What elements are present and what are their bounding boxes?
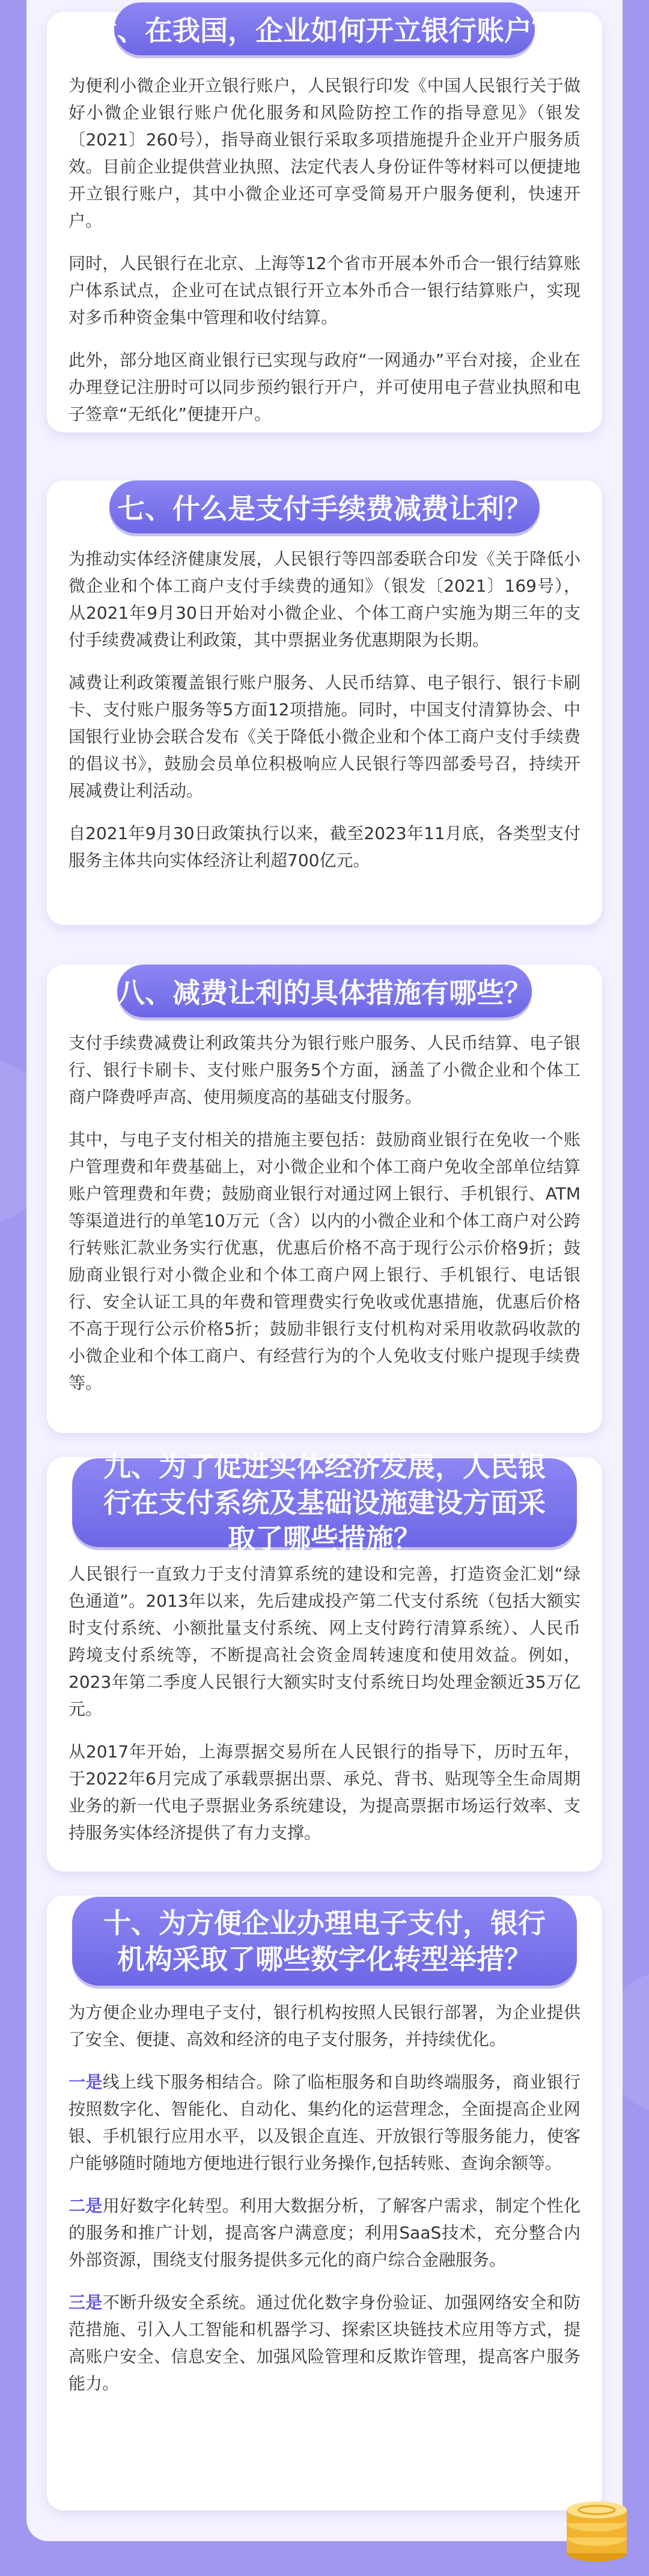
section-title-6: 六、在我国，企业如何开立银行账户？	[114, 2, 535, 55]
section-body-8	[69, 1029, 580, 1412]
section-body-10	[69, 1999, 580, 2413]
paragraph: 其中，与电子支付相关的措施主要包括：鼓励商业银行在免收一个账户管理费和年费基础上，对小微企业和个体工商户免收全部单位结算账户管理费和年费；鼓励商业银行对通过网上银行、手机银行、ATM等渠道进行的单笔10万元（含）以内的小微企业和个体工商户对公跨行转账汇款业务实行优惠，优惠后价格不高于现行公示价格9折；鼓励商业银行对小微企业和个体工商户网上银行、手机银行、电话银行、安全认证工具的年费和管理费实行免收或优惠措施，优惠后价格不高于现行公示价格5折；鼓励非银行支付机构对采用收款码收款的小微企业和个体工商户、有经营行为的个人免收支付账户提现手续费等。	[69, 1130, 580, 1393]
paragraph: 为推动实体经济健康发展，人民银行等四部委联合印发《关于降低小微企业和个体工商户支付手续费的通知》（银发〔2021〕169号），从2021年9月30日开始对小微企业、个体工商户实施为期三年的支付手续费减费让利政策，其中票据业务优惠期限为长期。	[69, 549, 580, 650]
paragraph: 减费让利政策覆盖银行账户服务、人民币结算、电子银行、银行卡刷卡、支付账户服务等5方面12项措施。同时，中国支付清算协会、中国银行业协会联合发布《关于降低小微企业和个体工商户支付手续费的倡议书》，鼓励会员单位积极响应人民银行等四部委号召，持续开展减费让利活动。	[69, 673, 580, 801]
paragraph: 人民银行一直致力于支付清算系统的建设和完善，打造资金汇划“绿色通道”。2013年以来，先后建成投产第二代支付系统（包括大额实时支付系统、小额批量支付系统、网上支付跨行清算系统）、人民币跨境支付系统等，不断提高社会资金周转速度和使用效益。例如，2023年第二季度人民银行大额实时支付系统日均处理金额近35万亿元。	[69, 1564, 580, 1719]
section-title-9: 九、为了促进实体经济发展，人民银行在支付系统及基础设施建设方面采取了哪些措施？	[72, 1458, 577, 1547]
paragraph: 此外，部分地区商业银行已实现与政府“一网通办”平台对接，企业在办理登记注册时可以同步预约银行开户，并可使用电子营业执照和电子签章“无纸化”便捷开户。	[69, 350, 580, 424]
section-title-10: 十、为方便企业办理电子支付，银行机构采取了哪些数字化转型举措？	[72, 1897, 577, 1986]
intro-paragraph: 为方便企业办理电子支付，银行机构按照人民银行部署，为企业提供了安全、便捷、高效和经济的电子支付服务，并持续优化。	[69, 2002, 580, 2049]
list-item	[69, 2068, 580, 2177]
paragraph: 从2017年开始，上海票据交易所在人民银行的指导下，历时五年，于2022年6月完成了承载票据出票、承兑、背书、贴现等全生命周期业务的新一代电子票据业务系统建设，为提高票据市场运行效率、支持服务实体经济提供了有力支撑。	[69, 1742, 580, 1843]
paragraph: 同时，人民银行在北京、上海等12个省市开展本外币合一银行结算账户体系试点，企业可在试点银行开立本外币合一银行结算账户，实现对多币种资金集中管理和收付结算。	[69, 253, 580, 327]
item-lead: 二是	[69, 2196, 103, 2216]
section-title-8: 八、减费让利的具体措施有哪些？	[117, 965, 532, 1017]
section-card-8	[47, 965, 602, 1433]
paragraph: 支付手续费减费让利政策共分为银行账户服务、人民币结算、电子银行、银行卡刷卡、支付账户服务5个方面，涵盖了小微企业和个体工商户降费呼声高、使用频度高的基础支付服务。	[69, 1033, 580, 1107]
item-text: 用好数字化转型。利用大数据分析，了解客户需求，制定个性化的服务和推广计划，提高客户满意度；利用SaaS技术，充分整合内外部资源，围绕支付服务提供多元化的商户综合金融服务。	[69, 2196, 580, 2270]
gold-coins-icon	[558, 2493, 636, 2565]
item-lead: 一是	[69, 2072, 103, 2092]
paragraph: 为便利小微企业开立银行账户，人民银行印发《中国人民银行关于做好小微企业银行账户优化服务和风险防控工作的指导意见》（银发〔2021〕260号），指导商业银行采取多项措施提升企业开户服务质效。目前企业提供营业执照、法定代表人身份证件等材料可以便捷地开立银行账户，其中小微企业还可享受简易开户服务便利，快速开户。	[69, 76, 580, 231]
list-item	[69, 2192, 580, 2273]
section-card-7	[47, 480, 602, 925]
item-text: 不断升级安全系统。通过优化数字身份验证、加强网络安全和防范措施、引入人工智能和机器学习、探索区块链技术应用等方式，提高账户安全、信息安全、加强风险管理和反欺诈管理，提高客户服务能力。	[69, 2293, 580, 2393]
section-card-9	[47, 1450, 602, 1871]
section-body-6	[69, 72, 580, 443]
section-card-6	[47, 12, 602, 432]
section-body-9	[69, 1560, 580, 1862]
item-lead: 三是	[69, 2293, 103, 2312]
list-item	[69, 2289, 580, 2397]
item-text: 线上线下服务相结合。除了临柜服务和自助终端服务，商业银行按照数字化、智能化、自动化、集约化的运营理念，全面提高企业网银、手机银行应用水平，以及银企直连、开放银行等服务能力，使客户能够随时随地方便地进行银行业务操作,包括转账、查询余额等。	[69, 2072, 580, 2173]
section-body-7	[69, 545, 580, 889]
section-card-10	[47, 1896, 602, 2511]
section-title-7: 七、什么是支付手续费减费让利？	[109, 480, 540, 533]
paragraph: 自2021年9月30日政策执行以来，截至2023年11月底，各类型支付服务主体共向实体经济让利超700亿元。	[69, 823, 580, 870]
